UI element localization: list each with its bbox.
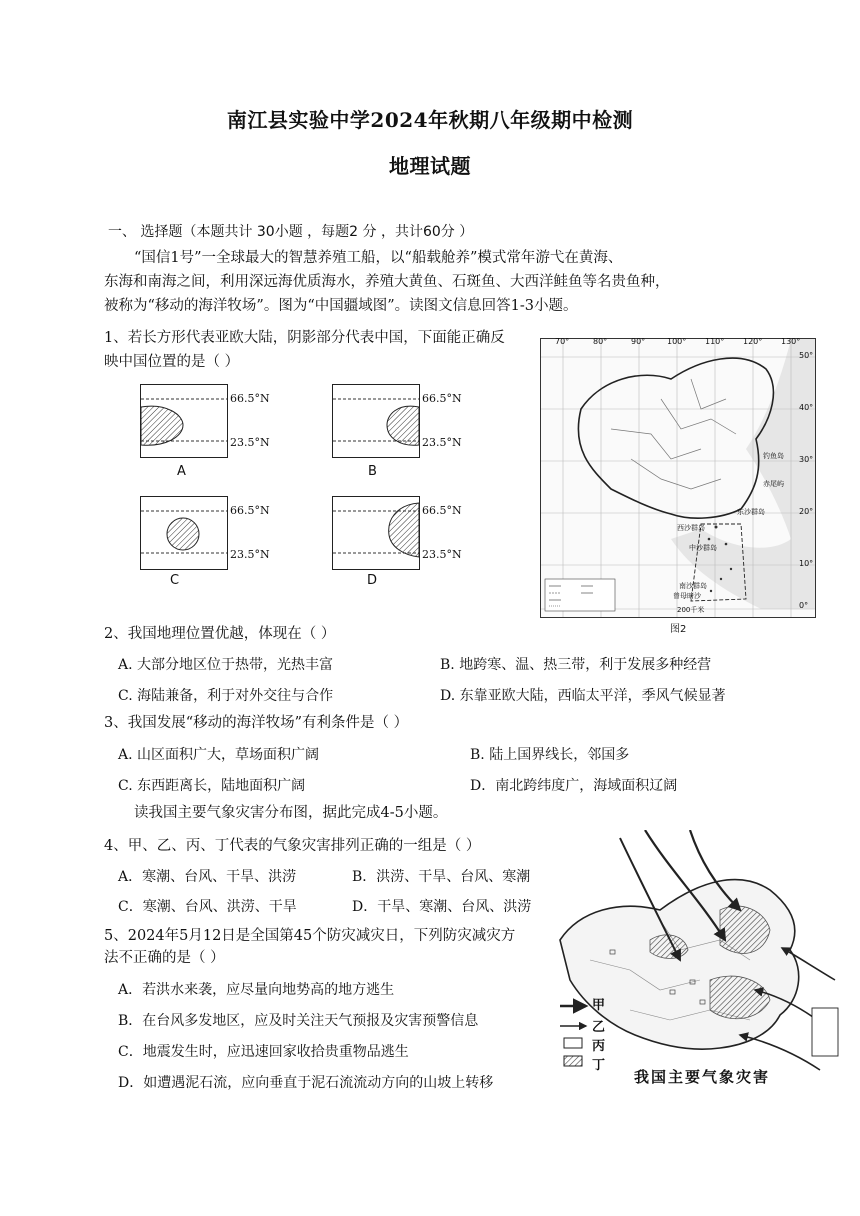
- q5-option-d: D．如遭遇泥石流，应向垂直于泥石流流动方向的山坡上转移: [118, 1075, 494, 1091]
- map1-place-nansha: 南沙群岛: [679, 582, 707, 590]
- map2-caption: 我国主要气象灾害: [634, 1068, 771, 1086]
- q1-a-lat-high: 66.5°N: [230, 392, 270, 405]
- q1-stem-line-2: 映中国位置的是（ ）: [104, 354, 240, 370]
- q1-label-d: D: [367, 573, 378, 588]
- q5-stem-line-1: 5、2024年5月12日是全国第45个防灾减灾日，下列防灾减灾方: [104, 928, 516, 944]
- q4-option-b: B．洪涝、干旱、台风、寒潮: [352, 869, 531, 885]
- map1-scale: 200千米: [677, 606, 705, 614]
- q1-c-lat-high: 66.5°N: [230, 504, 270, 517]
- map1-place-chiwei: 赤尾屿: [763, 480, 784, 488]
- map1-place-zengmu: 曾母暗沙: [673, 592, 701, 600]
- q1-d-lat-low: 23.5°N: [422, 548, 462, 561]
- intro2: 读我国主要气象灾害分布图，据此完成4-5小题。: [134, 805, 448, 821]
- map2-legend-bing: 丙: [592, 1039, 606, 1054]
- q5-option-a: A．若洪水来袭，应尽量向地势高的地方逃生: [118, 982, 395, 998]
- q2-stem: 2、我国地理位置优越，体现在（ ）: [104, 626, 336, 642]
- q4-option-d: D．干旱、寒潮、台风、洪涝: [352, 899, 532, 915]
- map1-lon-4: 110°: [705, 337, 725, 346]
- section-heading: 一、 选择题（本题共计 30小题 ，每题2 分 ，共计60分 ）: [108, 224, 474, 240]
- q1-label-b: B: [368, 464, 377, 479]
- map1-lon-3: 100°: [667, 337, 687, 346]
- q5-stem-line-2: 法不正确的是（ ）: [104, 950, 225, 966]
- map1-lat-3: 20°: [799, 507, 814, 516]
- q5-option-b: B．在台风多发地区，应及时关注天气预报及灾害预警信息: [118, 1013, 479, 1029]
- intro-line-3: 被称为“移动的海洋牧场”。图为“中国疆域图”。读图文信息回答1-3小题。: [104, 298, 578, 314]
- q1-d-lat-high: 66.5°N: [422, 504, 462, 517]
- page-title: 南江县实验中学2024年秋期八年级期中检测: [226, 108, 634, 132]
- china-territory-map: [540, 338, 816, 618]
- intro-line-1: “国信1号”一全球最大的智慧养殖工船，以“船载舱养”模式常年游弋在黄海、: [134, 250, 623, 266]
- map1-lon-5: 120°: [743, 337, 763, 346]
- map1-place-zhongsha: 中沙群岛: [689, 544, 717, 552]
- map1-lat-0: 50°: [799, 351, 814, 360]
- map1-lat-2: 30°: [799, 455, 814, 464]
- q4-stem: 4、甲、乙、丙、丁代表的气象灾害排列正确的一组是（ ）: [104, 838, 481, 854]
- q1-stem-line-1: 1、若长方形代表亚欧大陆，阴影部分代表中国，下面能正确反: [104, 330, 505, 346]
- map1-lon-6: 130°: [781, 337, 801, 346]
- q1-b-lat-low: 23.5°N: [422, 436, 462, 449]
- q2-option-d: D. 东靠亚欧大陆，西临太平洋，季风气候显著: [440, 688, 726, 704]
- map1-lat-1: 40°: [799, 403, 814, 412]
- map1-lon-0: 70°: [555, 337, 570, 346]
- q1-label-a: A: [177, 464, 186, 479]
- map1-place-xisha: 西沙群岛: [677, 524, 705, 532]
- q3-option-c: C. 东西距离长，陆地面积广阔: [118, 778, 306, 794]
- q1-a-lat-low: 23.5°N: [230, 436, 270, 449]
- map1-lon-1: 80°: [593, 337, 608, 346]
- q2-option-c: C. 海陆兼备，利于对外交往与合作: [118, 688, 334, 704]
- weather-disaster-map: [550, 830, 840, 1092]
- map1-place-diaoyu: 钓鱼岛: [763, 452, 784, 460]
- map2-legend-yi: 乙: [592, 1020, 606, 1035]
- q1-label-c: C: [170, 573, 180, 588]
- q2-option-b: B. 地跨寒、温、热三带，利于发展多种经营: [440, 657, 712, 673]
- page-subtitle: 地理试题: [389, 154, 471, 178]
- map1-place-dongsha: 东沙群岛: [737, 508, 765, 516]
- map1-lon-2: 90°: [631, 337, 646, 346]
- q2-option-a: A. 大部分地区位于热带，光热丰富: [118, 657, 334, 673]
- q5-option-c: C．地震发生时，应迅速回家收拾贵重物品逃生: [118, 1044, 409, 1060]
- map2-legend-ding: 丁: [592, 1058, 606, 1073]
- q1-b-lat-high: 66.5°N: [422, 392, 462, 405]
- q3-stem: 3、我国发展“移动的海洋牧场”有利条件是（ ）: [104, 715, 409, 731]
- q3-option-b: B. 陆上国界线长，邻国多: [470, 747, 630, 763]
- q4-option-a: A．寒潮、台风、干旱、洪涝: [118, 869, 297, 885]
- q3-option-a: A. 山区面积广大，草场面积广阔: [118, 747, 320, 763]
- intro-line-2: 东海和南海之间，利用深远海优质海水，养殖大黄鱼、石斑鱼、大西洋鲑鱼等名贵鱼种，: [104, 274, 670, 290]
- q4-option-c: C．寒潮、台风、洪涝、干旱: [118, 899, 297, 915]
- map1-lat-5: 0°: [799, 601, 809, 610]
- q3-option-d: D．南北跨纬度广，海域面积辽阔: [470, 778, 678, 794]
- q1-c-lat-low: 23.5°N: [230, 548, 270, 561]
- map1-caption: 图2: [670, 624, 687, 635]
- map2-legend-jia: 甲: [592, 998, 606, 1013]
- map1-lat-4: 10°: [799, 559, 814, 568]
